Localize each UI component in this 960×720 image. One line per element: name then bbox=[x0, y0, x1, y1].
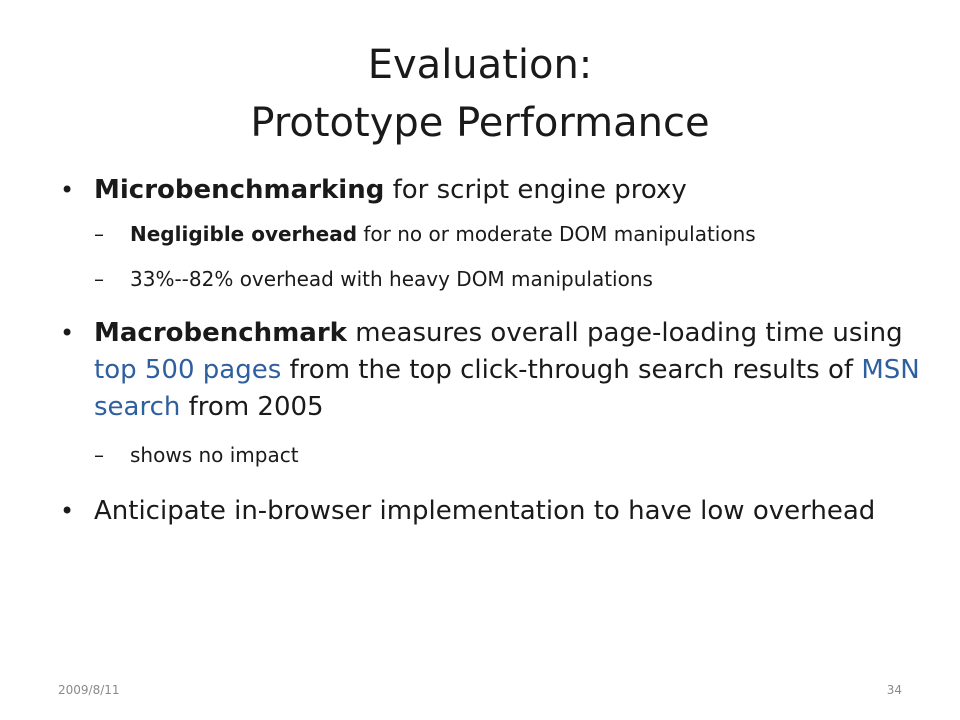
page-number: 34 bbox=[886, 683, 902, 697]
sub-bullet-bold-term: Negligible overhead bbox=[130, 222, 358, 246]
footer-date: 2009/8/11 bbox=[58, 683, 120, 697]
highlight-top-500-pages: top 500 pages bbox=[94, 355, 282, 385]
bullet-bold-term: Microbenchmarking bbox=[94, 175, 385, 205]
bullet-text: from 2005 bbox=[180, 392, 324, 422]
bullet-microbenchmarking bbox=[60, 172, 920, 209]
slide-body bbox=[60, 172, 920, 530]
dash-icon: – bbox=[94, 267, 104, 291]
dash-icon: – bbox=[94, 443, 104, 467]
bullet-bold-term: Macrobenchmark bbox=[94, 318, 347, 348]
dash-icon: – bbox=[94, 222, 104, 246]
sub-bullet-text: shows no impact bbox=[130, 443, 299, 467]
slide-title bbox=[40, 36, 920, 152]
sub-bullet-no-impact bbox=[60, 440, 920, 471]
bullet-text: measures overall page-loading time using bbox=[346, 318, 903, 348]
bullet-dot-icon: • bbox=[60, 176, 75, 204]
sub-bullet-text: for no or moderate DOM manipulations bbox=[357, 222, 756, 246]
title-line-2: Prototype Performance bbox=[250, 100, 710, 146]
bullet-macrobenchmark bbox=[60, 315, 920, 426]
highlight-msn-search: MSN search bbox=[94, 355, 920, 422]
sub-bullet-text: 33%--82% overhead with heavy DOM manipulations bbox=[130, 267, 653, 291]
bullet-text: Anticipate in-browser implementation to have low overhead bbox=[94, 496, 876, 526]
bullet-dot-icon: • bbox=[60, 497, 75, 525]
bullet-anticipate bbox=[60, 493, 920, 530]
sub-bullet-negligible-overhead bbox=[60, 219, 920, 250]
bullet-text: from the top click-through search results of bbox=[281, 355, 862, 385]
bullet-dot-icon: • bbox=[60, 319, 75, 347]
sub-bullet-heavy-overhead bbox=[60, 264, 920, 295]
bullet-text: for script engine proxy bbox=[384, 175, 687, 205]
title-line-1: Evaluation: bbox=[367, 42, 593, 88]
